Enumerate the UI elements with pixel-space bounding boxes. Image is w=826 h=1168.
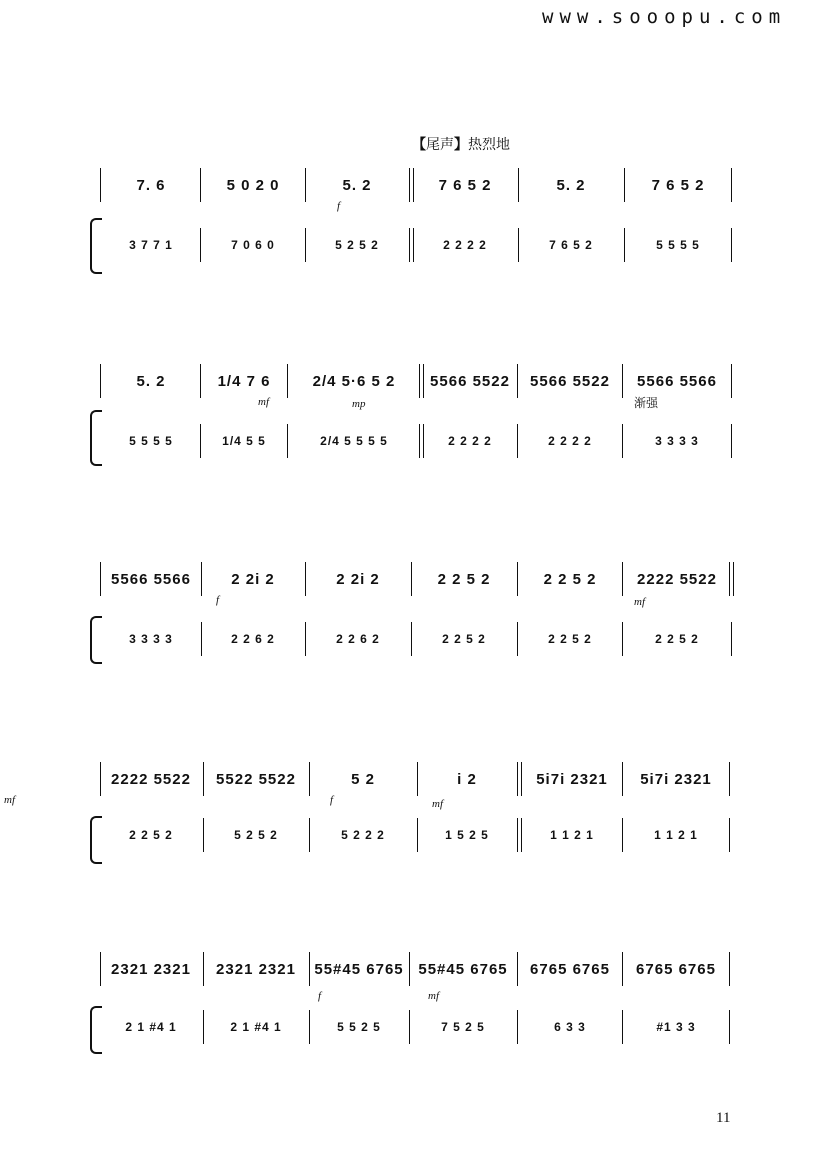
barline — [517, 952, 518, 986]
upper-measure: 2 2i 2 — [231, 570, 275, 588]
barline — [517, 562, 518, 596]
lower-measure: 2 1 #4 1 — [230, 1020, 282, 1034]
lower-staff — [100, 228, 732, 262]
barline — [203, 952, 204, 986]
barline — [305, 622, 306, 656]
dynamic-mark: mp — [352, 398, 366, 410]
lower-measure: #1 3 3 — [656, 1020, 696, 1034]
barline — [729, 818, 730, 852]
dynamic-mark: mf — [428, 990, 439, 1002]
upper-staff — [100, 952, 732, 986]
site-watermark: www.sooopu.com — [542, 6, 787, 28]
barline — [622, 562, 623, 596]
upper-measure: 6765 6765 — [636, 960, 716, 978]
barline — [518, 228, 519, 262]
barline — [409, 1010, 410, 1044]
barline — [409, 952, 410, 986]
lower-staff — [100, 622, 732, 656]
lower-measure: 7 0 6 0 — [231, 238, 275, 252]
barline — [411, 622, 412, 656]
barline — [417, 762, 418, 796]
upper-measure: 2/4 5·6 5 2 — [312, 372, 396, 390]
lower-measure: 3 3 3 3 — [655, 434, 699, 448]
barline — [100, 762, 101, 796]
double-barline — [729, 562, 734, 596]
barline — [729, 952, 730, 986]
barline — [517, 424, 518, 458]
lower-staff — [100, 1010, 732, 1044]
barline — [100, 364, 101, 398]
upper-measure: 2222 5522 — [111, 770, 191, 788]
barline — [100, 952, 101, 986]
lower-measure: 3 3 3 3 — [129, 632, 173, 646]
barline — [309, 818, 310, 852]
barline — [287, 424, 288, 458]
barline — [100, 562, 101, 596]
barline — [309, 952, 310, 986]
lower-measure: 7 6 5 2 — [549, 238, 593, 252]
upper-measure: 2321 2321 — [216, 960, 296, 978]
dynamic-mark: f — [330, 794, 334, 806]
upper-measure: 5. 2 — [556, 176, 586, 194]
upper-measure: 6765 6765 — [530, 960, 610, 978]
lower-measure: 2 2 5 2 — [655, 632, 699, 646]
barline — [309, 1010, 310, 1044]
dynamic-mark: f — [337, 200, 341, 212]
lower-measure: 5 2 5 2 — [234, 828, 278, 842]
lower-measure: 1 1 2 1 — [654, 828, 698, 842]
barline — [622, 762, 623, 796]
barline — [200, 364, 201, 398]
barline — [622, 424, 623, 458]
barline — [518, 168, 519, 202]
lower-measure: 2 1 #4 1 — [125, 1020, 177, 1034]
upper-measure: 2 2 5 2 — [543, 570, 597, 588]
section-name: 尾声 — [426, 136, 454, 152]
upper-measure: 5. 2 — [342, 176, 372, 194]
upper-measure: 5566 5566 — [637, 372, 717, 390]
barline — [309, 762, 310, 796]
dynamic-mark: mf — [4, 794, 15, 806]
barline — [200, 424, 201, 458]
upper-measure: 5566 5522 — [430, 372, 510, 390]
upper-measure: 7 6 5 2 — [651, 176, 705, 194]
upper-staff — [100, 364, 732, 398]
barline — [287, 364, 288, 398]
barline — [201, 622, 202, 656]
lower-measure: 5 2 2 2 — [341, 828, 385, 842]
upper-measure: 5i7i 2321 — [536, 770, 608, 788]
lower-measure: 2 2 2 2 — [448, 434, 492, 448]
barline — [731, 168, 732, 202]
lower-measure: 2 2 2 2 — [443, 238, 487, 252]
barline — [100, 168, 101, 202]
barline — [417, 818, 418, 852]
barline — [622, 622, 623, 656]
upper-measure: 7 6 5 2 — [438, 176, 492, 194]
barline — [622, 818, 623, 852]
upper-staff — [100, 762, 732, 796]
lower-measure: 2 2 6 2 — [336, 632, 380, 646]
upper-measure: 2222 5522 — [637, 570, 717, 588]
upper-measure: 55#45 6765 — [418, 960, 508, 978]
section-title — [412, 134, 510, 154]
barline — [203, 818, 204, 852]
barline — [731, 364, 732, 398]
lower-measure: 5 5 2 5 — [337, 1020, 381, 1034]
lower-measure: 2 2 5 2 — [442, 632, 486, 646]
barline — [622, 952, 623, 986]
barline — [305, 228, 306, 262]
upper-measure: 5. 2 — [136, 372, 166, 390]
lower-measure: 2 2 5 2 — [129, 828, 173, 842]
barline — [622, 364, 623, 398]
upper-measure: 1/4 7 6 — [217, 372, 271, 390]
page-number: 11 — [716, 1110, 731, 1126]
lower-measure: 2 2 6 2 — [231, 632, 275, 646]
barline — [624, 168, 625, 202]
upper-measure: 5566 5566 — [111, 570, 191, 588]
lower-measure: 1 1 2 1 — [550, 828, 594, 842]
lower-staff — [100, 424, 732, 458]
lower-measure: 3 7 7 1 — [129, 238, 173, 252]
barline — [203, 1010, 204, 1044]
lower-measure: 1/4 5 5 — [222, 434, 266, 448]
expression-text: 渐强 — [634, 396, 659, 410]
lower-measure: 6 3 3 — [554, 1020, 586, 1034]
lower-staff — [100, 818, 732, 852]
upper-measure: i 2 — [457, 770, 477, 788]
barline — [517, 364, 518, 398]
lower-measure: 2 2 5 2 — [548, 632, 592, 646]
barline — [305, 562, 306, 596]
barline — [517, 622, 518, 656]
barline — [624, 228, 625, 262]
bracket-right: 】 — [454, 136, 468, 152]
barline — [731, 424, 732, 458]
barline — [517, 1010, 518, 1044]
lower-measure: 2 2 2 2 — [548, 434, 592, 448]
upper-measure: 5 0 2 0 — [226, 176, 280, 194]
upper-measure: 5566 5522 — [530, 372, 610, 390]
lower-measure: 5 5 5 5 — [129, 434, 173, 448]
lower-measure: 7 5 2 5 — [441, 1020, 485, 1034]
dynamic-mark: mf — [258, 396, 269, 408]
barline — [200, 168, 201, 202]
upper-measure: 5522 5522 — [216, 770, 296, 788]
lower-measure: 5 5 5 5 — [656, 238, 700, 252]
barline — [729, 1010, 730, 1044]
barline — [731, 622, 732, 656]
dynamic-mark: f — [216, 594, 220, 606]
upper-staff — [100, 168, 732, 202]
upper-staff — [100, 562, 732, 596]
tempo-marking: 热烈地 — [468, 136, 510, 152]
barline — [305, 168, 306, 202]
lower-measure: 5 2 5 2 — [335, 238, 379, 252]
lower-measure: 2/4 5 5 5 5 — [320, 434, 388, 448]
barline — [729, 762, 730, 796]
upper-measure: 2 2i 2 — [336, 570, 380, 588]
barline — [203, 762, 204, 796]
upper-measure: 2 2 5 2 — [437, 570, 491, 588]
upper-measure: 55#45 6765 — [314, 960, 404, 978]
dynamic-mark: mf — [634, 596, 645, 608]
upper-measure: 2321 2321 — [111, 960, 191, 978]
barline — [411, 562, 412, 596]
upper-measure: 5i7i 2321 — [640, 770, 712, 788]
lower-measure: 1 5 2 5 — [445, 828, 489, 842]
upper-measure: 5 2 — [351, 770, 375, 788]
upper-measure: 7. 6 — [136, 176, 166, 194]
bracket-left: 【 — [412, 136, 426, 152]
barline — [622, 1010, 623, 1044]
dynamic-mark: mf — [432, 798, 443, 810]
dynamic-mark: f — [318, 990, 322, 1002]
barline — [731, 228, 732, 262]
barline — [200, 228, 201, 262]
barline — [201, 562, 202, 596]
